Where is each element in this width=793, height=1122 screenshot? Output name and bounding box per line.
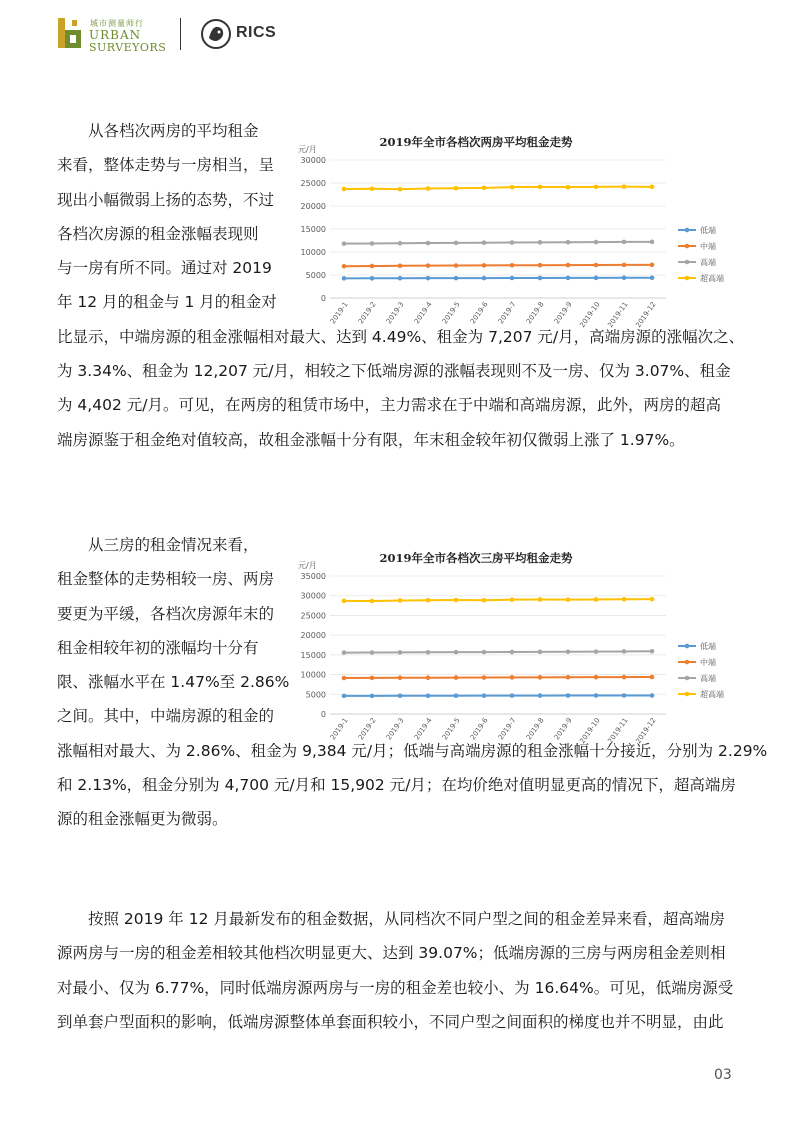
- text-line: 为 4,402 元/月。可见，在两房的租赁市场中，主力需求在于中端和高端房源，此外，两房的超高: [57, 396, 721, 415]
- y-tick-label: 10000: [300, 248, 326, 257]
- x-tick-label: 2019-8: [524, 716, 546, 742]
- data-point: [538, 693, 543, 698]
- data-point: [426, 693, 431, 698]
- data-point: [510, 650, 515, 655]
- data-point: [398, 241, 403, 246]
- data-point: [622, 675, 627, 680]
- legend-swatch-marker: [685, 692, 690, 697]
- y-tick-label: 0: [320, 294, 326, 303]
- data-point: [370, 650, 375, 655]
- data-point: [594, 597, 599, 602]
- x-tick-label: 2019-4: [412, 300, 434, 326]
- data-point: [454, 693, 459, 698]
- text-line: 从三房的租金情况来看，: [88, 536, 259, 554]
- data-point: [398, 598, 403, 603]
- x-tick-label: 2019-11: [606, 716, 630, 746]
- x-tick-label: 2019-11: [606, 300, 630, 330]
- data-point: [622, 597, 627, 602]
- x-tick-label: 2019-6: [468, 300, 490, 326]
- y-tick-label: 30000: [300, 591, 326, 601]
- data-point: [510, 597, 515, 602]
- y-tick-label: 15000: [300, 225, 326, 234]
- urban-surveyors-logo-icon: [58, 18, 86, 48]
- data-point: [594, 693, 599, 698]
- data-point: [454, 598, 459, 603]
- text-line: 到单套户型面积的影响，低端房源整体单套面积较小，不同户型之间面积的梯度也并不明显，由此: [57, 1012, 724, 1031]
- data-point: [482, 263, 487, 268]
- text-line: 租金相较年初的涨幅均十分有: [57, 638, 259, 657]
- chart-two-bedroom-svg: [296, 124, 741, 358]
- data-point: [566, 649, 571, 654]
- legend-swatch-marker: [685, 644, 690, 649]
- data-point: [398, 276, 403, 281]
- legend-swatch-marker: [685, 228, 690, 233]
- page-header: [54, 16, 354, 56]
- data-point: [538, 185, 543, 190]
- rics-wordmark: RICS: [236, 24, 277, 41]
- data-point: [538, 597, 543, 602]
- text-line: 来看，整体走势与一房相当，呈: [57, 156, 275, 175]
- y-tick-label: 30000: [300, 156, 326, 165]
- text-line: 要更为平缓，各档次房源年末的: [57, 604, 275, 623]
- text-line: 从各档次两房的平均租金: [88, 122, 259, 140]
- legend-label: 中端: [700, 658, 716, 667]
- data-point: [398, 693, 403, 698]
- data-point: [342, 187, 347, 192]
- data-point: [622, 276, 627, 281]
- data-point: [594, 263, 599, 268]
- data-point: [594, 675, 599, 680]
- brand-name-english-line2: SURVEYORS: [89, 41, 167, 54]
- text-line: 之间。其中，中端房源的租金的: [57, 707, 275, 726]
- data-point: [566, 693, 571, 698]
- x-tick-label: 2019-3: [384, 300, 406, 326]
- data-point: [566, 185, 571, 190]
- y-tick-label: 35000: [300, 572, 326, 581]
- data-point: [398, 187, 403, 192]
- data-point: [538, 240, 543, 245]
- data-point: [426, 598, 431, 603]
- series-line-4: [344, 599, 652, 601]
- text-line: 限、涨幅水平在 1.47%至 2.86%: [57, 673, 290, 692]
- series-line-2: [344, 265, 652, 266]
- text-line: 现出小幅微弱上扬的态势，不过: [57, 190, 275, 209]
- data-point: [594, 240, 599, 245]
- x-tick-label: 2019-8: [524, 300, 546, 326]
- data-point: [594, 276, 599, 281]
- data-point: [342, 599, 347, 604]
- data-point: [426, 263, 431, 268]
- text-line: 与一房有所不同。通过对 2019: [57, 259, 272, 278]
- data-point: [426, 675, 431, 680]
- data-point: [370, 241, 375, 246]
- x-tick-label: 2019-3: [384, 716, 406, 742]
- data-point: [342, 241, 347, 246]
- data-point: [482, 675, 487, 680]
- x-tick-label: 2019-10: [578, 716, 602, 746]
- data-point: [454, 241, 459, 246]
- x-tick-label: 2019-1: [328, 300, 350, 326]
- legend-label: 低端: [700, 642, 716, 651]
- text-line: 涨幅相对最大、为 2.86%、租金为 9,384 元/月；低端与高端房源的租金涨幅十分接近，分别为 2.29%: [57, 741, 768, 760]
- series-line-2: [344, 677, 652, 678]
- legend-label: 低端: [700, 226, 716, 235]
- x-tick-label: 2019-4: [412, 716, 434, 742]
- series-line-4: [344, 187, 652, 190]
- data-point: [510, 185, 515, 190]
- data-point: [650, 675, 655, 680]
- data-point: [566, 276, 571, 281]
- x-tick-label: 2019-2: [356, 300, 378, 326]
- data-point: [594, 185, 599, 190]
- text-line: 端房源鉴于租金绝对值较高，故租金涨幅十分有限，年末租金较年初仅微弱上涨了 1.97%。: [57, 430, 685, 449]
- data-point: [398, 264, 403, 269]
- data-point: [482, 186, 487, 191]
- data-point: [510, 276, 515, 281]
- data-point: [370, 264, 375, 269]
- data-point: [650, 693, 655, 698]
- series-line-3: [344, 242, 652, 244]
- chart-two-bedroom-rent-trend: [296, 124, 741, 358]
- text-line: 比显示，中端房源的租金涨幅相对最大、达到 4.49%、租金为 7,207 元/月，高端房源的涨幅次之、: [57, 327, 745, 346]
- y-tick-label: 25000: [300, 611, 326, 621]
- series-line-1: [344, 278, 652, 279]
- data-point: [650, 649, 655, 654]
- legend-swatch-marker: [685, 660, 690, 665]
- x-tick-label: 2019-7: [496, 300, 518, 326]
- data-point: [342, 276, 347, 281]
- page-number: 03: [714, 1067, 732, 1083]
- legend-swatch-marker: [685, 244, 690, 249]
- chart-three-bedroom-svg: [296, 540, 741, 774]
- y-tick-label: 0: [320, 710, 326, 719]
- legend-swatch-marker: [685, 260, 690, 265]
- data-point: [510, 693, 515, 698]
- data-point: [342, 694, 347, 699]
- x-tick-label: 2019-1: [328, 716, 350, 742]
- data-point: [370, 599, 375, 604]
- data-point: [566, 240, 571, 245]
- data-point: [538, 263, 543, 268]
- data-point: [370, 276, 375, 281]
- text-line: 年 12 月的租金与 1 月的租金对: [57, 293, 277, 312]
- data-point: [650, 597, 655, 602]
- data-point: [370, 186, 375, 191]
- x-tick-label: 2019-12: [634, 716, 658, 746]
- y-axis-unit-label: 元/月: [298, 145, 317, 154]
- x-tick-label: 2019-7: [496, 716, 518, 742]
- y-tick-label: 10000: [300, 670, 326, 680]
- y-tick-label: 5000: [305, 690, 326, 700]
- legend-label: 高端: [700, 674, 716, 683]
- x-tick-label: 2019-9: [552, 716, 574, 742]
- data-point: [510, 263, 515, 268]
- x-tick-label: 2019-6: [468, 716, 490, 742]
- data-point: [426, 276, 431, 281]
- data-point: [426, 186, 431, 191]
- data-point: [650, 263, 655, 268]
- brand-name-english-line1: URBAN: [89, 28, 142, 42]
- chart-title: 2019年全市各档次两房平均租金走势: [379, 135, 573, 149]
- legend-label: 超高端: [700, 690, 724, 699]
- x-tick-label: 2019-5: [440, 300, 462, 326]
- data-point: [650, 275, 655, 280]
- data-point: [454, 186, 459, 191]
- data-point: [566, 675, 571, 680]
- data-point: [342, 676, 347, 681]
- data-point: [370, 694, 375, 699]
- data-point: [538, 675, 543, 680]
- data-point: [454, 276, 459, 281]
- legend-label: 中端: [700, 242, 716, 251]
- y-tick-label: 20000: [300, 202, 326, 211]
- data-point: [538, 650, 543, 655]
- header-divider: [180, 18, 181, 50]
- data-point: [454, 263, 459, 268]
- legend-swatch-marker: [685, 276, 690, 281]
- chart-title: 2019年全市各档次三房平均租金走势: [379, 551, 573, 565]
- data-point: [454, 675, 459, 680]
- x-tick-label: 2019-10: [578, 300, 602, 330]
- series-line-3: [344, 651, 652, 652]
- legend-swatch-marker: [685, 676, 690, 681]
- data-point: [622, 693, 627, 698]
- data-point: [482, 693, 487, 698]
- data-point: [538, 276, 543, 281]
- data-point: [622, 184, 627, 189]
- data-point: [622, 263, 627, 268]
- text-line: 对最小、仅为 6.77%，同时低端房源两房与一房的租金差也较小、为 16.64%。可见，低端房源受: [57, 978, 734, 997]
- x-tick-label: 2019-9: [552, 300, 574, 326]
- chart-three-bedroom-rent-trend: [296, 540, 741, 774]
- data-point: [622, 649, 627, 654]
- text-line: 按照 2019 年 12 月最新发布的租金数据，从同档次不同户型之间的租金差异来看，超高端房: [88, 910, 725, 928]
- data-point: [426, 650, 431, 655]
- data-point: [622, 240, 627, 245]
- data-point: [566, 597, 571, 602]
- y-tick-label: 25000: [300, 179, 326, 188]
- data-point: [342, 650, 347, 655]
- text-line: 源的租金涨幅更为微弱。: [57, 810, 228, 829]
- legend-label: 超高端: [700, 274, 724, 283]
- data-point: [426, 241, 431, 246]
- data-point: [650, 240, 655, 245]
- data-point: [398, 650, 403, 655]
- data-point: [650, 185, 655, 190]
- data-point: [482, 276, 487, 281]
- data-point: [342, 264, 347, 269]
- data-point: [482, 240, 487, 245]
- x-tick-label: 2019-5: [440, 716, 462, 742]
- x-tick-label: 2019-2: [356, 716, 378, 742]
- data-point: [398, 676, 403, 681]
- data-point: [454, 650, 459, 655]
- legend-label: 高端: [700, 258, 716, 267]
- data-point: [566, 263, 571, 268]
- y-tick-label: 15000: [300, 650, 326, 660]
- rics-lion-logo-icon: [200, 18, 232, 50]
- text-line: 各档次房源的租金涨幅表现则: [57, 224, 259, 243]
- text-line: 为 3.34%、租金为 12,207 元/月，相较之下低端房源的涨幅表现则不及一房、仅为 3.07%、租金: [57, 362, 731, 381]
- y-axis-unit-label: 元/月: [298, 561, 317, 570]
- paragraph-unit-type-difference: [57, 902, 733, 1039]
- text-line: 租金整体的走势相较一房、两房: [57, 570, 275, 589]
- data-point: [482, 598, 487, 603]
- text-line: 源两房与一房的租金差相较其他档次明显更大、达到 39.07%；低端房源的三房与两房租金差则相: [57, 944, 726, 963]
- data-point: [370, 676, 375, 681]
- data-point: [594, 649, 599, 654]
- x-tick-label: 2019-12: [634, 300, 658, 330]
- data-point: [510, 675, 515, 680]
- brand-name-chinese: 城市测量师行: [90, 19, 144, 28]
- data-point: [510, 240, 515, 245]
- y-tick-label: 5000: [305, 271, 326, 280]
- text-line: 和 2.13%，租金分别为 4,700 元/月和 15,902 元/月；在均价绝对值明显更高的情况下，超高端房: [57, 776, 736, 795]
- data-point: [482, 650, 487, 655]
- y-tick-label: 20000: [300, 631, 326, 641]
